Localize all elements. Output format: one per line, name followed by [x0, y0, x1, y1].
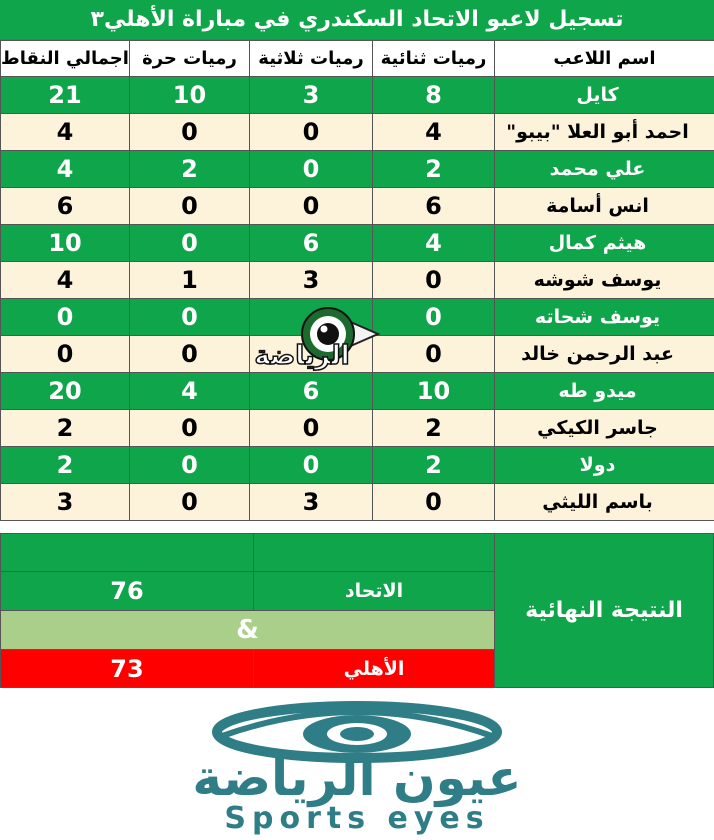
team1-name: الاتحاد [253, 571, 495, 611]
three-pt-value: 3 [250, 77, 373, 114]
free-throw-value: 0 [130, 188, 250, 225]
three-pt-value: 6 [250, 373, 373, 410]
two-pt-value: 8 [373, 77, 495, 114]
free-throw-value: 1 [130, 262, 250, 299]
three-pt-value: 0 [250, 188, 373, 225]
header-three-pt: رميات ثلاثية [250, 41, 373, 77]
header-two-pt: رميات ثنائية [373, 41, 495, 77]
player-name: احمد أبو العلا "بيبو" [495, 114, 714, 151]
two-pt-value: 2 [373, 447, 495, 484]
header-total: اجمالي النقاط [1, 41, 130, 77]
free-throw-value: 0 [130, 336, 250, 373]
free-throw-value: 0 [130, 299, 250, 336]
player-name: باسم الليثي [495, 484, 714, 521]
title-bar [0, 0, 714, 40]
table-row [1, 225, 714, 262]
free-throw-value: 10 [130, 77, 250, 114]
total-value: 4 [1, 151, 130, 188]
total-value: 3 [1, 484, 130, 521]
table-row [1, 151, 714, 188]
header-row [1, 41, 714, 77]
team1-score: 76 [0, 571, 254, 611]
table-row [1, 484, 714, 521]
final-result-text: النتيجة النهائية [525, 598, 683, 623]
three-pt-value: 3 [250, 484, 373, 521]
total-value: 4 [1, 114, 130, 151]
three-pt-value: 0 [250, 447, 373, 484]
two-pt-value: 0 [373, 299, 495, 336]
free-throw-value: 0 [130, 484, 250, 521]
logo-arabic-text: عيون الرياضة [192, 749, 522, 807]
three-pt-value: 0 [250, 410, 373, 447]
two-pt-value: 4 [373, 225, 495, 262]
table-row [1, 188, 714, 225]
table-row [1, 114, 714, 151]
player-name: دولا [495, 447, 714, 484]
player-name: انس أسامة [495, 188, 714, 225]
two-pt-value: 4 [373, 114, 495, 151]
total-value: 2 [1, 410, 130, 447]
free-throw-value: 4 [130, 373, 250, 410]
total-value: 2 [1, 447, 130, 484]
final-result [0, 533, 714, 688]
total-value: 6 [1, 188, 130, 225]
watermark-text: الرياضة [254, 341, 350, 371]
three-pt-value: 3 [250, 262, 373, 299]
total-value: 0 [1, 336, 130, 373]
player-name: علي محمد [495, 151, 714, 188]
table-row [1, 410, 714, 447]
three-pt-value: 0 [250, 114, 373, 151]
table-row [1, 373, 714, 410]
player-name: يوسف شحاته [495, 299, 714, 336]
header-name: اسم اللاعب [495, 41, 714, 77]
player-name: جاسر الكيكي [495, 410, 714, 447]
blank-cell [0, 533, 254, 572]
total-value: 4 [1, 262, 130, 299]
sports-eyes-logo [0, 690, 714, 840]
logo-english-text: Sports eyes [224, 801, 490, 836]
table-row [1, 262, 714, 299]
watermark-logo [254, 298, 384, 378]
three-pt-value: 6 [250, 225, 373, 262]
score-separator: & [0, 610, 495, 650]
player-name: كايل [495, 77, 714, 114]
team2-score: 73 [0, 649, 254, 688]
two-pt-value: 2 [373, 151, 495, 188]
two-pt-value: 10 [373, 373, 495, 410]
player-name: ميدو طه [495, 373, 714, 410]
two-pt-value: 0 [373, 484, 495, 521]
blank-cell [253, 533, 495, 572]
total-value: 20 [1, 373, 130, 410]
table-row [1, 447, 714, 484]
two-pt-value: 2 [373, 410, 495, 447]
free-throw-value: 0 [130, 114, 250, 151]
final-result-label [494, 533, 714, 688]
two-pt-value: 0 [373, 336, 495, 373]
free-throw-value: 0 [130, 447, 250, 484]
free-throw-value: 2 [130, 151, 250, 188]
total-value: 21 [1, 77, 130, 114]
table-row [1, 77, 714, 114]
header-free-throws: رميات حرة [130, 41, 250, 77]
three-pt-value: 0 [250, 151, 373, 188]
free-throw-value: 0 [130, 225, 250, 262]
scores-table [0, 40, 714, 521]
player-name: هيثم كمال [495, 225, 714, 262]
two-pt-value: 6 [373, 188, 495, 225]
player-name: عبد الرحمن خالد [495, 336, 714, 373]
total-value: 10 [1, 225, 130, 262]
page-title: تسجيل لاعبو الاتحاد السكندري في مباراة الأهلي٣ [90, 7, 624, 32]
team2-name: الأهلي [253, 649, 495, 688]
total-value: 0 [1, 299, 130, 336]
player-name: يوسف شوشه [495, 262, 714, 299]
two-pt-value: 0 [373, 262, 495, 299]
free-throw-value: 0 [130, 410, 250, 447]
